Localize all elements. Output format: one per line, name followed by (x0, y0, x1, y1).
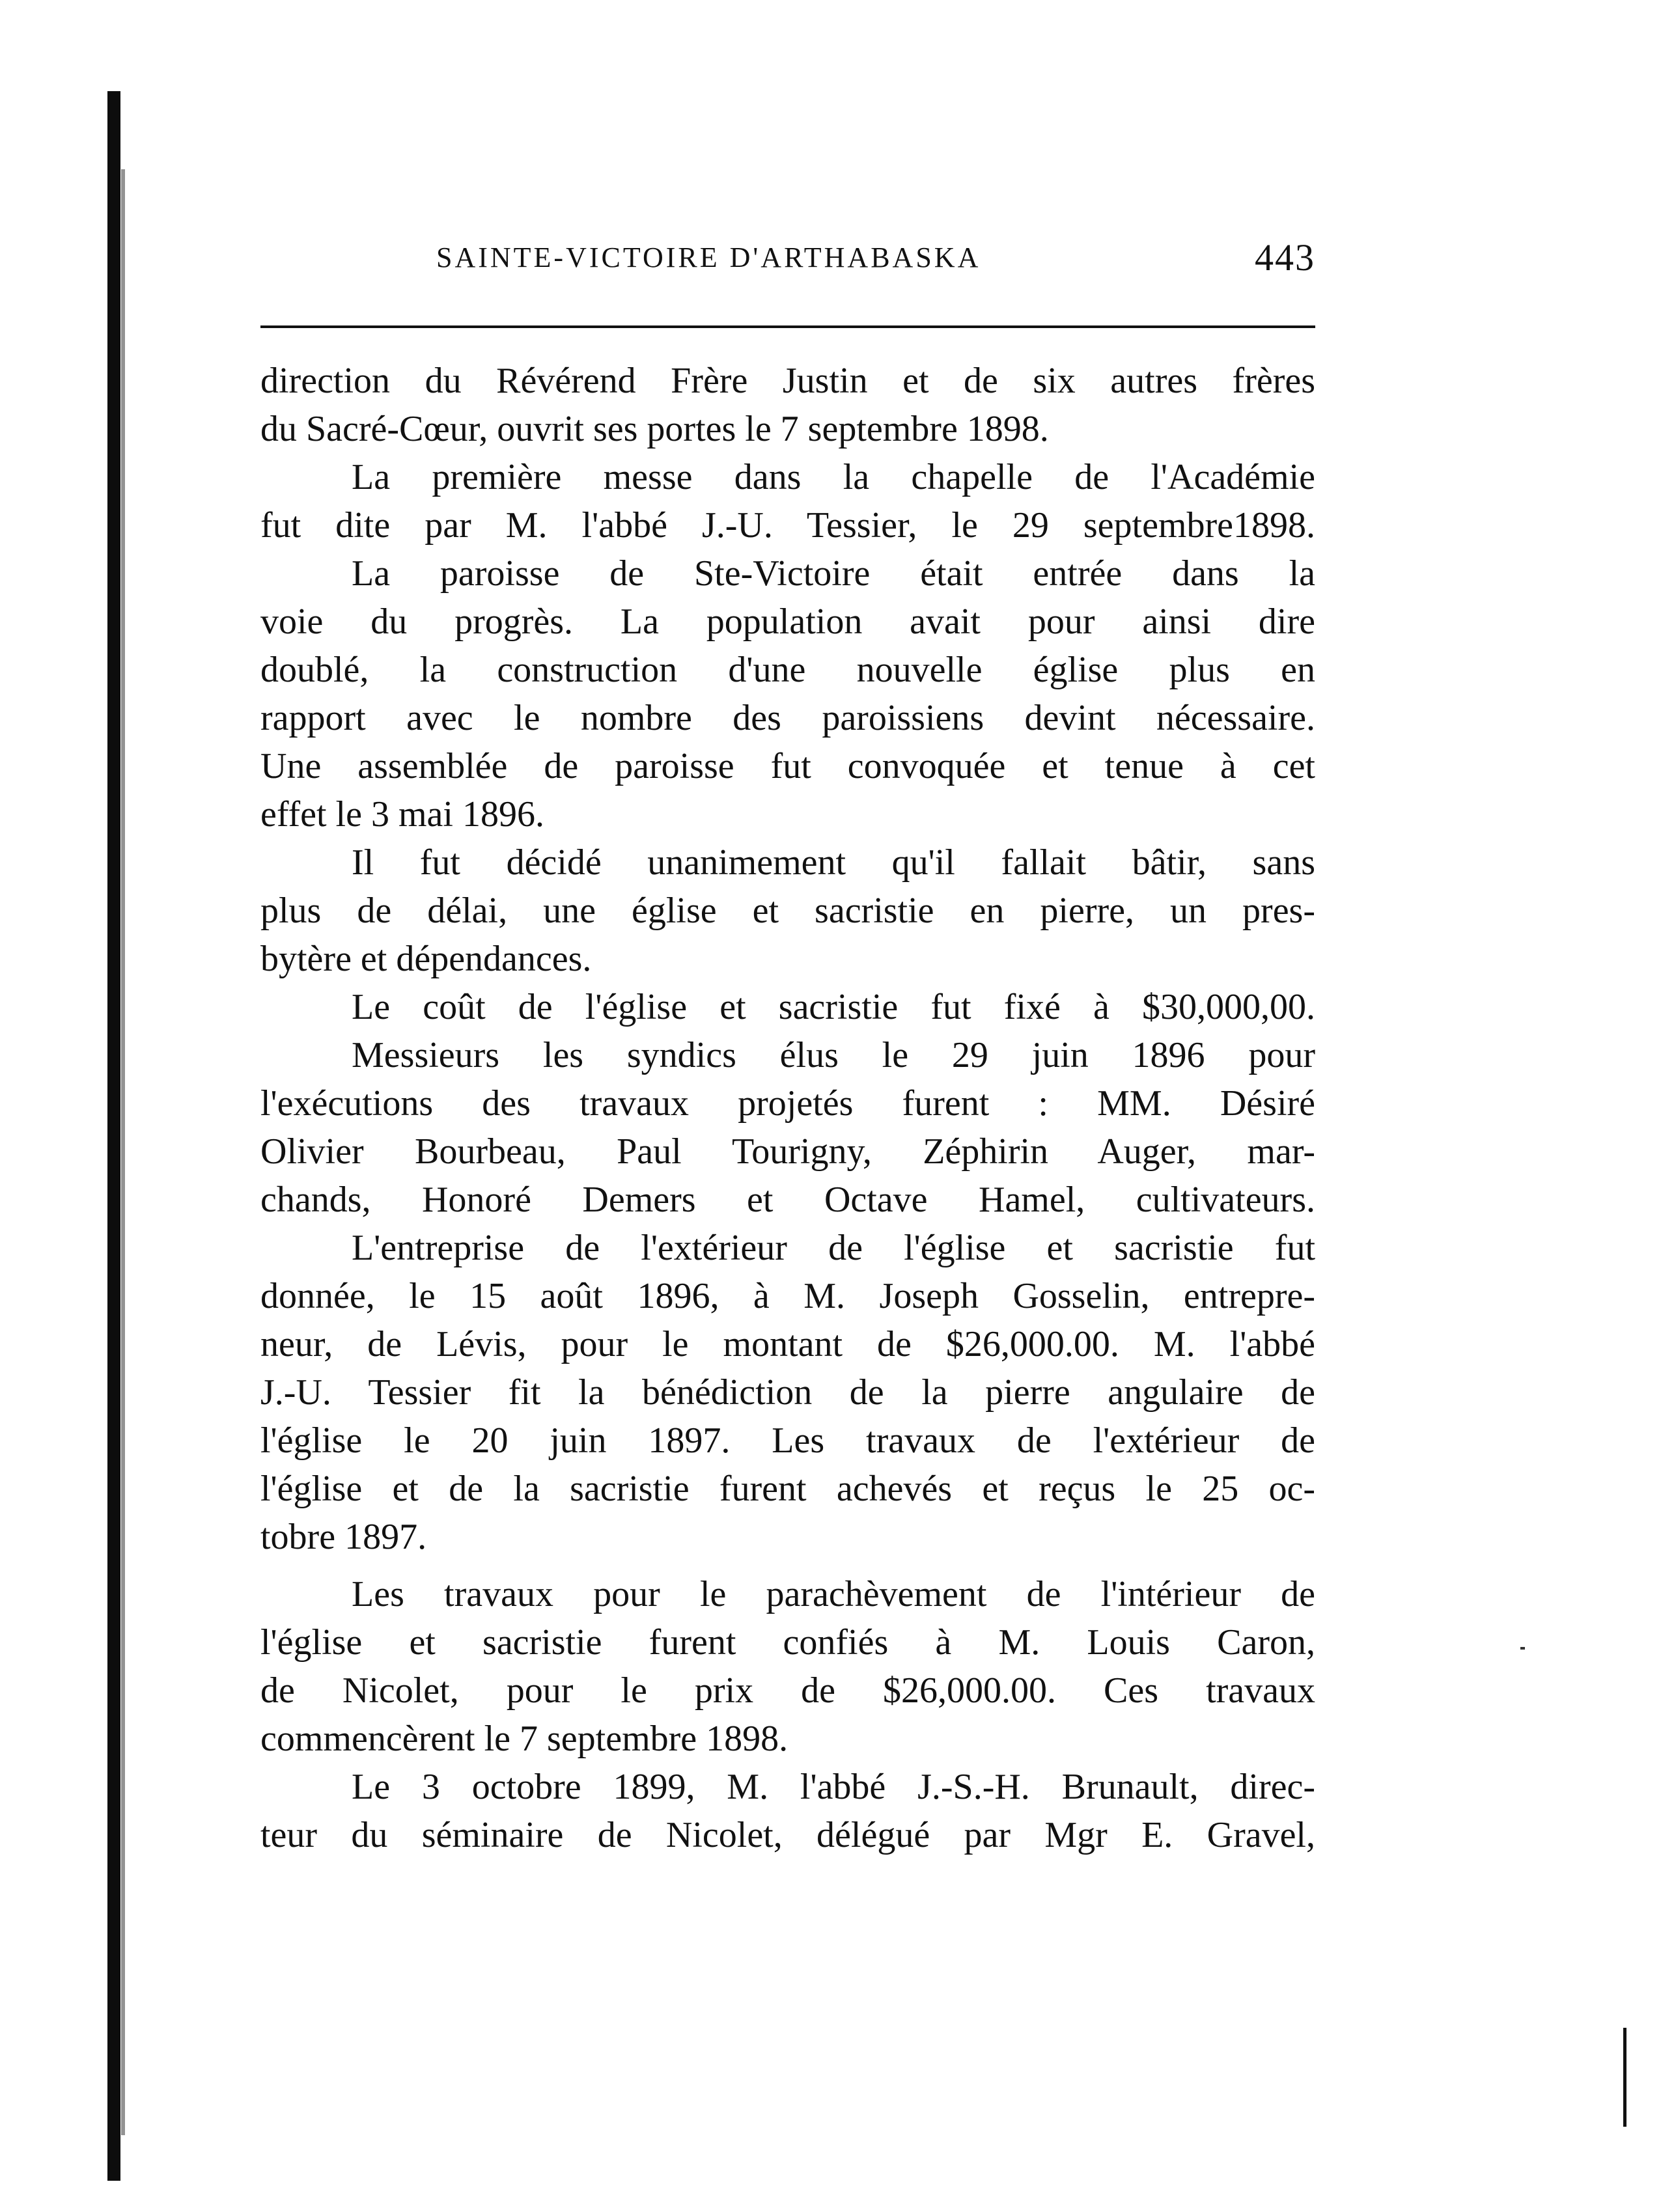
text-line: l'église et sacristie furent confiés à M. Louis Caron, (260, 1622, 1315, 1663)
text-line: tobre 1897. (260, 1517, 427, 1557)
text-line: l'église et de la sacristie furent achevés et reçus le 25 oc- (260, 1469, 1315, 1509)
text-line: Messieurs les syndics élus le 29 juin 1896 pour (352, 1035, 1315, 1075)
text-line: Les travaux pour le parachèvement de l'intérieur de (352, 1574, 1315, 1614)
page-binding-edge (107, 91, 120, 2181)
text-line: L'entreprise de l'extérieur de l'église et sacristie fut (352, 1228, 1315, 1268)
scan-mark (1623, 2028, 1626, 2127)
text-line: l'église le 20 juin 1897. Les travaux de l'extérieur de (260, 1420, 1315, 1461)
body-text (260, 357, 1315, 1859)
text-line: chands, Honoré Demers et Octave Hamel, cultivateurs. (260, 1180, 1315, 1220)
text-line: Olivier Bourbeau, Paul Tourigny, Zéphirin Auger, mar- (260, 1131, 1315, 1172)
text-line: Le coût de l'église et sacristie fut fixé à $30,000,00. (352, 987, 1315, 1027)
text-line: teur du séminaire de Nicolet, délégué par Mgr E. Gravel, (260, 1815, 1315, 1855)
text-line: Il fut décidé unanimement qu'il fallait bâtir, sans (352, 842, 1315, 883)
scan-dot (1520, 1647, 1525, 1650)
text-line: La paroisse de Ste-Victoire était entrée dans la (352, 553, 1315, 594)
text-line: La première messe dans la chapelle de l'Académie (352, 457, 1315, 497)
text-line: doublé, la construction d'une nouvelle église plus en (260, 650, 1315, 690)
text-line: plus de délai, une église et sacristie en pierre, un pres- (260, 891, 1315, 931)
text-line: J.-U. Tessier fit la bénédiction de la pierre angulaire de (260, 1372, 1315, 1413)
running-head (260, 234, 1328, 293)
header-rule (260, 325, 1315, 328)
text-line: Une assemblée de paroisse fut convoquée et tenue à cet (260, 746, 1315, 786)
running-head-title: SAINTE-VICTOIRE D'ARTHABASKA (436, 242, 981, 273)
text-line: du Sacré-Cœur, ouvrit ses portes le 7 septembre 1898. (260, 409, 1049, 449)
text-line: l'exécutions des travaux projetés furent : MM. Désiré (260, 1083, 1315, 1124)
page-binding-shadow (121, 169, 125, 2135)
text-line: effet le 3 mai 1896. (260, 794, 544, 835)
text-line: commencèrent le 7 septembre 1898. (260, 1719, 789, 1759)
text-line: bytère et dépendances. (260, 939, 592, 979)
text-line: voie du progrès. La population avait pour ainsi dire (260, 601, 1315, 642)
text-line: fut dite par M. l'abbé J.-U. Tessier, le 29 septembre1898. (260, 505, 1315, 546)
text-line: de Nicolet, pour le prix de $26,000.00. Ces travaux (260, 1670, 1315, 1711)
text-line: neur, de Lévis, pour le montant de $26,000.00. M. l'abbé (260, 1324, 1315, 1364)
page-number: 443 (1255, 236, 1315, 279)
text-line: direction du Révérend Frère Justin et de six autres frères (260, 361, 1315, 401)
text-line: rapport avec le nombre des paroissiens devint nécessaire. (260, 698, 1315, 738)
text-line: Le 3 octobre 1899, M. l'abbé J.-S.-H. Brunault, direc- (352, 1767, 1315, 1807)
text-line: donnée, le 15 août 1896, à M. Joseph Gosselin, entrepre- (260, 1276, 1315, 1316)
